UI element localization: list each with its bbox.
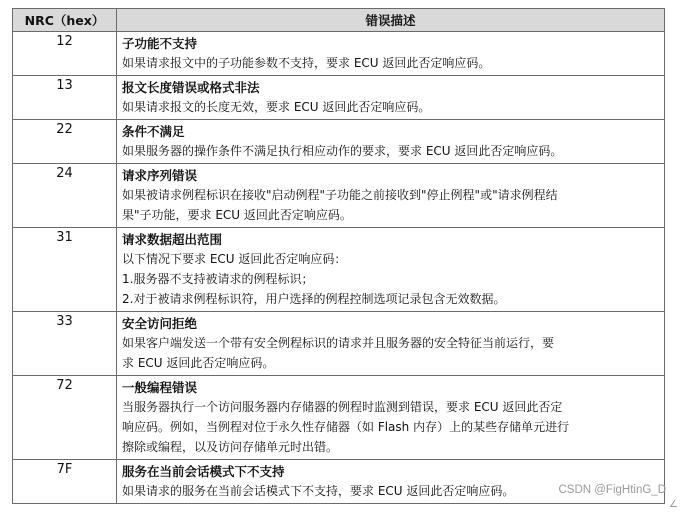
table-row xyxy=(13,312,665,376)
table-row xyxy=(13,164,665,228)
error-title: 请求数据超出范围 xyxy=(122,232,223,247)
description-line: 如果请求报文中的子功能参数不支持，要求 ECU 返回此否定响应码。 xyxy=(122,56,491,70)
header-nrc: NRC（hex） xyxy=(13,9,117,32)
error-description xyxy=(117,76,665,120)
corner-mark: ∠ xyxy=(669,499,678,510)
nrc-code: 13 xyxy=(13,76,117,120)
error-description xyxy=(117,228,665,312)
error-title: 条件不满足 xyxy=(122,124,185,139)
description-line: 擦除或编程，以及访问存储单元时出错。 xyxy=(122,440,339,454)
description-line: 当服务器执行一个访问服务器内存储器的例程时监测到错误，要求 ECU 返回此否定 xyxy=(122,400,563,414)
error-title: 子功能不支持 xyxy=(122,36,198,51)
description-line: 如果请求的服务在当前会话模式下不支持，要求 ECU 返回此否定响应码。 xyxy=(122,484,515,498)
error-title: 报文长度错误或格式非法 xyxy=(122,80,260,95)
description-line: 求 ECU 返回此否定响应码。 xyxy=(122,356,275,370)
error-title: 请求序列错误 xyxy=(122,168,198,183)
description-line: 果"子功能，要求 ECU 返回此否定响应码。 xyxy=(122,208,352,222)
nrc-code: 31 xyxy=(13,228,117,312)
table-row xyxy=(13,120,665,164)
description-line: 以下情况下要求 ECU 返回此否定响应码： xyxy=(122,252,347,266)
description-line: 如果服务器的操作条件不满足执行相应动作的要求，要求 ECU 返回此否定响应码。 xyxy=(122,144,563,158)
nrc-code: 22 xyxy=(13,120,117,164)
nrc-code: 33 xyxy=(13,312,117,376)
nrc-table xyxy=(12,8,665,504)
table-row xyxy=(13,228,665,312)
nrc-code: 24 xyxy=(13,164,117,228)
error-title: 一般编程错误 xyxy=(122,380,198,395)
description-line: 2.对于被请求例程标识符，用户选择的例程控制选项记录包含无效数据。 xyxy=(122,292,506,306)
nrc-code: 72 xyxy=(13,376,117,460)
error-title: 安全访问拒绝 xyxy=(122,316,198,331)
description-line: 响应码。例如，当例程对位于永久性存储器（如 Flash 内存）上的某些存储单元进行 xyxy=(122,420,570,434)
nrc-code: 12 xyxy=(13,32,117,76)
error-title: 服务在当前会话模式下不支持 xyxy=(122,464,285,479)
description-line: 如果请求报文的长度无效，要求 ECU 返回此否定响应码。 xyxy=(122,100,431,114)
table-row xyxy=(13,460,665,504)
description-line: 如果被请求例程标识在接收"启动例程"子功能之前接收到"停止例程"或"请求例程结 xyxy=(122,188,558,202)
error-description xyxy=(117,460,665,504)
error-description xyxy=(117,120,665,164)
header-desc: 错误描述 xyxy=(117,9,665,32)
description-line: 如果客户端发送一个带有安全例程标识的请求并且服务器的安全特征当前运行，要 xyxy=(122,336,555,350)
table-row xyxy=(13,76,665,120)
table-row xyxy=(13,376,665,460)
error-description xyxy=(117,376,665,460)
error-description xyxy=(117,164,665,228)
error-description xyxy=(117,32,665,76)
header-row xyxy=(13,9,665,32)
description-line: 1.服务器不支持被请求的例程标识； xyxy=(122,272,314,286)
nrc-code: 7F xyxy=(13,460,117,504)
error-description xyxy=(117,312,665,376)
table-row xyxy=(13,32,665,76)
watermark: CSDN @FigHtinG_D xyxy=(558,484,666,496)
